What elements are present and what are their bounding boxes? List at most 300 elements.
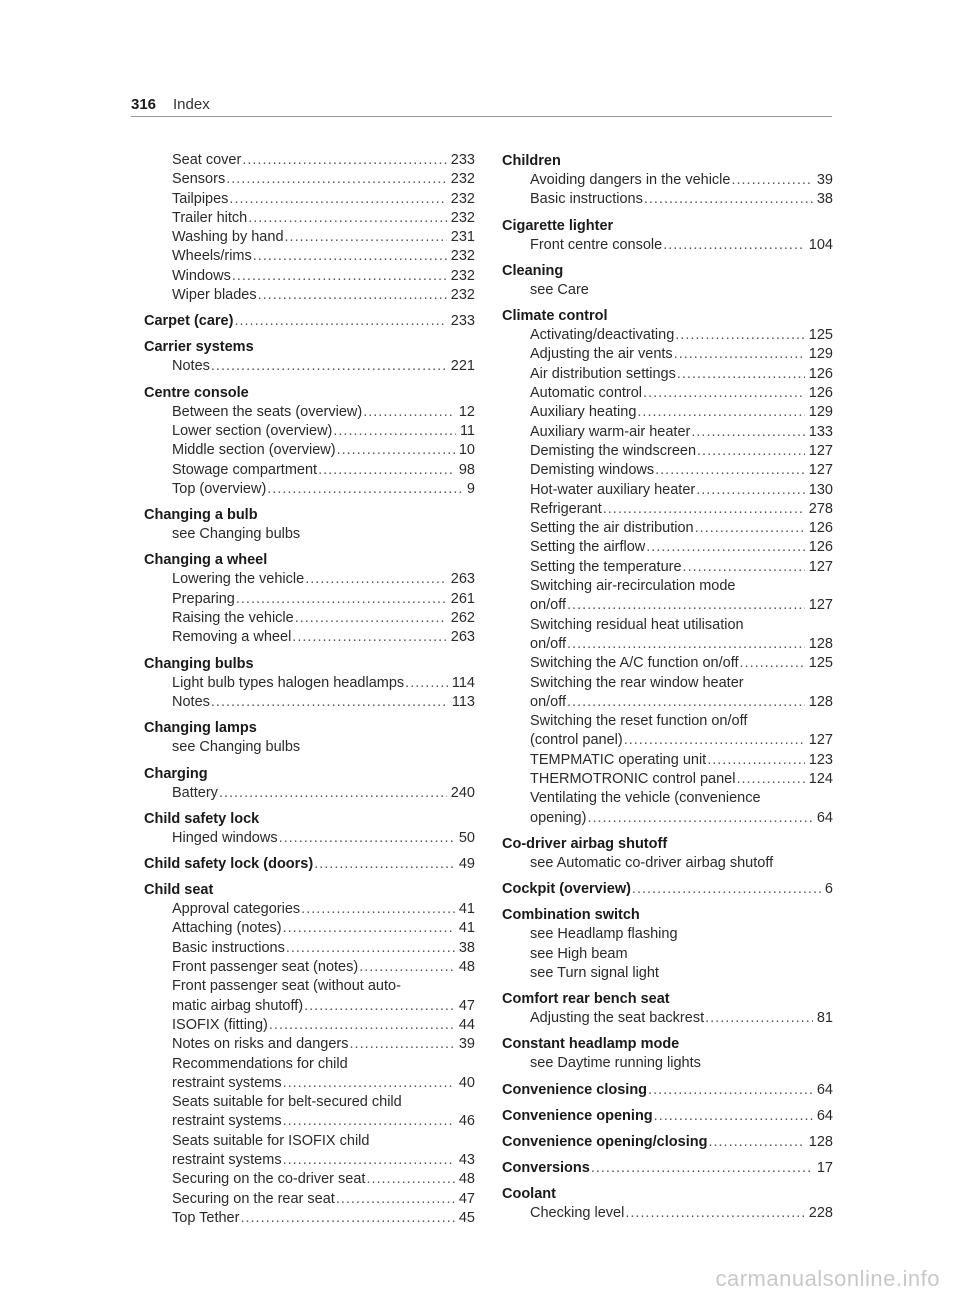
entry-heading-text: Child safety lock: [144, 810, 260, 827]
index-entry-centre-console: [144, 383, 475, 499]
page-reference[interactable]: 40: [458, 1074, 475, 1091]
dot-leader: [677, 365, 805, 384]
dot-leader: [624, 731, 805, 750]
sub-entry-text: Hot-water auxiliary heater: [530, 481, 696, 498]
sub-entry: [502, 384, 833, 403]
sub-entry: [502, 423, 833, 442]
sub-entry: [144, 403, 475, 422]
page-reference[interactable]: 127: [808, 597, 833, 614]
index-entry-carpet-care: [144, 311, 475, 331]
sub-entry: [144, 461, 475, 480]
sub-entry-text: Raising the vehicle: [172, 610, 294, 627]
sub-entry: [144, 900, 475, 919]
page-reference[interactable]: 39: [458, 1036, 475, 1053]
page-reference[interactable]: 39: [816, 172, 833, 188]
sub-entry-text: see Automatic co-driver airbag shutoff: [530, 854, 774, 871]
entry-heading: [144, 809, 475, 829]
sub-entry: [502, 365, 833, 384]
sub-entry-text: Middle section (overview): [172, 442, 336, 459]
page-reference[interactable]: 127: [808, 442, 833, 459]
sub-entry: [502, 964, 833, 983]
page-reference[interactable]: 43: [458, 1151, 475, 1168]
dot-leader: [234, 311, 446, 331]
sub-entry-text: Securing on the rear seat: [172, 1190, 335, 1207]
dot-leader: [740, 654, 805, 673]
page-reference[interactable]: 81: [816, 1010, 833, 1027]
dot-leader: [705, 1009, 813, 1028]
index-entry-combination-switch: [502, 905, 833, 983]
sub-entry: [144, 1209, 475, 1228]
sub-entry: [144, 151, 475, 170]
dot-leader: [603, 500, 805, 519]
sub-entry-text: Securing on the co-driver seat: [172, 1171, 366, 1188]
sub-entry-text: THERMOTRONIC control panel: [530, 771, 736, 788]
page-reference[interactable]: 232: [450, 248, 475, 265]
entry-heading: [502, 261, 833, 281]
entry-heading: [144, 337, 475, 357]
entry-heading-text: Changing a bulb: [144, 507, 258, 524]
sub-entry: [502, 635, 833, 654]
sub-entry: [144, 1112, 475, 1131]
sub-entry-text: Switching the reset function on/off: [530, 713, 748, 730]
page-reference[interactable]: 12: [458, 403, 475, 420]
page-reference[interactable]: 233: [450, 152, 475, 168]
entry-heading: [144, 550, 475, 570]
sub-entry-text: Setting the temperature: [530, 558, 682, 575]
page-reference[interactable]: 125: [808, 655, 833, 672]
entry-heading: [502, 306, 833, 326]
dot-leader: [350, 1035, 455, 1054]
entry-heading-text: Co-driver airbag shutoff: [502, 835, 668, 852]
entry-heading-text: Cigarette lighter: [502, 217, 614, 234]
sub-entry-text: on/off: [530, 693, 567, 710]
page-header: [131, 94, 832, 118]
dot-leader: [283, 1074, 455, 1093]
page-reference[interactable]: 125: [808, 327, 833, 344]
page-reference[interactable]: 64: [816, 1107, 833, 1124]
entry-heading: [144, 383, 475, 403]
page-reference[interactable]: 128: [808, 1133, 833, 1150]
sub-entry: [502, 789, 833, 808]
page-reference[interactable]: 129: [808, 346, 833, 363]
entry-heading: [502, 989, 833, 1009]
index-entry-carrier-systems: [144, 337, 475, 376]
sub-entry-text: see Changing bulbs: [172, 739, 301, 756]
page-reference[interactable]: 228: [808, 1204, 833, 1221]
entry-heading-text: Changing a wheel: [144, 552, 268, 569]
entry-heading: [502, 1132, 833, 1152]
sub-entry-text: restraint systems: [172, 1151, 282, 1168]
sub-entry-text: Top (overview): [172, 480, 267, 497]
index-entry-constant-headlamp-mode: [502, 1034, 833, 1073]
index-entry-convenience-opening: [502, 1106, 833, 1126]
page-reference[interactable]: 233: [450, 313, 475, 330]
sub-entry: [144, 1055, 475, 1074]
sub-entry: [144, 480, 475, 499]
sub-entry: [502, 171, 833, 190]
sub-entry-text: Air distribution settings: [530, 365, 676, 382]
page-reference[interactable]: 127: [808, 462, 833, 479]
dot-leader: [336, 1190, 455, 1209]
page-reference[interactable]: 232: [450, 267, 475, 284]
sub-entry: [502, 596, 833, 615]
sub-entry: [144, 228, 475, 247]
sub-entry: [502, 809, 833, 828]
sub-entry: [144, 829, 475, 848]
page-reference[interactable]: 38: [816, 191, 833, 208]
sub-entry-text: Lower section (overview): [172, 422, 333, 439]
sub-entry: [144, 1190, 475, 1209]
dot-leader: [232, 267, 447, 286]
sub-entry-text: Lowering the vehicle: [172, 571, 305, 588]
sub-entry: [144, 1132, 475, 1151]
page-reference[interactable]: 11: [459, 422, 475, 439]
sub-entry: [144, 674, 475, 693]
dot-leader: [366, 1170, 454, 1189]
index-column-right: [502, 151, 833, 1229]
page-reference[interactable]: 263: [450, 629, 475, 646]
sub-entry: [144, 247, 475, 266]
page-reference[interactable]: 50: [458, 829, 475, 846]
sub-entry: [144, 190, 475, 209]
entry-heading: [502, 1106, 833, 1126]
entry-heading-text: Constant headlamp mode: [502, 1036, 680, 1053]
entry-heading-text: Convenience closing: [502, 1081, 648, 1098]
index-entry-changing-bulbs: [144, 654, 475, 713]
sub-entry: [144, 570, 475, 589]
page-reference[interactable]: 114: [451, 674, 475, 691]
page-reference[interactable]: 127: [808, 732, 833, 749]
page-reference[interactable]: 38: [458, 939, 475, 956]
page-reference[interactable]: 128: [808, 693, 833, 710]
page-reference[interactable]: 104: [808, 236, 833, 253]
sub-entry: [144, 286, 475, 305]
sub-entry: [502, 442, 833, 461]
sub-entry: [144, 170, 475, 189]
sub-entry: [502, 461, 833, 480]
page-reference[interactable]: 263: [450, 571, 475, 588]
page-reference[interactable]: 48: [458, 1171, 475, 1188]
index-entry-climate-control: [502, 306, 833, 828]
page-reference[interactable]: 41: [458, 901, 475, 918]
index-column-left: [144, 151, 475, 1234]
entry-heading: [502, 834, 833, 854]
dot-leader: [632, 879, 821, 899]
sub-entry: [502, 1054, 833, 1073]
page-reference[interactable]: 127: [808, 558, 833, 575]
entry-heading: [144, 764, 475, 784]
dot-leader: [219, 784, 447, 803]
page-reference[interactable]: 64: [816, 809, 833, 826]
sub-entry: [502, 945, 833, 964]
sub-entry-text: Top Tether: [172, 1209, 240, 1226]
sub-entry: [144, 357, 475, 376]
sub-entry-text: Activating/deactivating: [530, 327, 675, 344]
page-reference[interactable]: 232: [450, 171, 475, 188]
sub-entry: [144, 525, 475, 544]
sub-entry-text: Front passenger seat (without auto-: [172, 978, 401, 995]
page-reference[interactable]: 47: [458, 1190, 475, 1207]
sub-entry-text: Approval categories: [172, 901, 301, 918]
sub-entry: [502, 616, 833, 635]
page-reference[interactable]: 133: [808, 423, 833, 440]
page-reference[interactable]: 278: [808, 500, 833, 517]
dot-leader: [363, 403, 455, 422]
entry-heading: [144, 880, 475, 900]
sub-entry: [144, 441, 475, 460]
dot-leader: [591, 1158, 813, 1178]
entry-heading: [502, 1034, 833, 1054]
page-reference[interactable]: 45: [458, 1209, 475, 1226]
sub-entry: [502, 538, 833, 557]
dot-leader: [283, 1151, 455, 1170]
dot-leader: [736, 770, 804, 789]
index-entry-cigarette-lighter: [502, 216, 833, 255]
sub-entry: [502, 281, 833, 300]
sub-entry-text: Notes: [172, 693, 210, 710]
sub-entry-text: Recommendations for child: [172, 1055, 348, 1072]
index-entry-conversions: [502, 1158, 833, 1178]
page-reference[interactable]: 49: [458, 856, 475, 873]
page-reference[interactable]: 9: [466, 480, 475, 497]
page-reference[interactable]: 126: [808, 539, 833, 556]
page-reference[interactable]: 221: [450, 358, 475, 375]
sub-entry-text: see Turn signal light: [530, 964, 659, 981]
dot-leader: [279, 829, 455, 848]
dot-leader: [240, 1209, 454, 1228]
entry-heading-text: Convenience opening/closing: [502, 1133, 708, 1150]
sub-entry: [144, 1035, 475, 1054]
sub-entry: [144, 209, 475, 228]
page-reference[interactable]: 232: [450, 209, 475, 226]
entry-heading-text: Coolant: [502, 1185, 556, 1202]
sub-entry: [502, 1009, 833, 1028]
page-reference[interactable]: 6: [824, 881, 833, 898]
sub-entry-text: Battery: [172, 784, 218, 801]
entry-heading-text: Child safety lock (doors): [144, 856, 314, 873]
sub-entry: [144, 1074, 475, 1093]
sub-entry: [502, 925, 833, 944]
entry-heading: [502, 1080, 833, 1100]
sub-entry-text: Sensors: [172, 171, 226, 188]
index-entry-changing-lamps: [144, 718, 475, 757]
sub-entry: [502, 500, 833, 519]
dot-leader: [643, 384, 805, 403]
sub-entry-text: Seats suitable for ISOFIX child: [172, 1132, 370, 1149]
sub-entry: [144, 1151, 475, 1170]
dot-leader: [648, 1080, 813, 1100]
dot-leader: [333, 422, 456, 441]
page-reference[interactable]: 64: [816, 1081, 833, 1098]
dot-leader: [248, 209, 447, 228]
dot-leader: [292, 628, 447, 647]
sub-entry: [502, 577, 833, 596]
dot-leader: [283, 1112, 455, 1131]
sub-entry: [502, 558, 833, 577]
dot-leader: [267, 480, 463, 499]
entry-heading-text: Changing bulbs: [144, 655, 254, 672]
sub-entry: [144, 609, 475, 628]
page-reference[interactable]: 130: [808, 481, 833, 498]
sub-entry: [502, 326, 833, 345]
dot-leader: [305, 570, 447, 589]
index-entry-cockpit-overview: [502, 879, 833, 899]
sub-entry: [502, 236, 833, 255]
sub-entry: [144, 1170, 475, 1189]
dot-leader: [337, 441, 455, 460]
sub-entry: [144, 693, 475, 712]
dot-leader: [211, 357, 447, 376]
index-entry-cleaning: [502, 261, 833, 300]
dot-leader: [211, 693, 448, 712]
watermark: carmanualsonline.info: [715, 1266, 940, 1291]
entry-heading-text: Changing lamps: [144, 720, 257, 737]
page-reference[interactable]: 123: [808, 751, 833, 768]
sub-entry-text: Wheels/rims: [172, 248, 252, 265]
sub-entry: [144, 939, 475, 958]
sub-entry-text: Switching the A/C function on/off: [530, 655, 739, 672]
sub-entry-text: Hinged windows: [172, 829, 278, 846]
page-reference[interactable]: 48: [458, 959, 475, 976]
sub-entry-text: Setting the airflow: [530, 539, 646, 556]
sub-entry: [144, 958, 475, 977]
sub-entry-text: Basic instructions: [172, 939, 285, 956]
page-reference[interactable]: 44: [458, 1016, 475, 1033]
entry-heading: [502, 879, 833, 899]
entry-heading: [502, 1184, 833, 1204]
page-reference[interactable]: 126: [808, 520, 833, 537]
dot-leader: [567, 635, 805, 654]
index-entry-charging: [144, 764, 475, 803]
page-reference[interactable]: 46: [458, 1113, 475, 1130]
sub-entry-text: Trailer hitch: [172, 209, 248, 226]
dot-leader: [731, 171, 812, 190]
sub-entry: [144, 977, 475, 996]
dot-leader: [674, 345, 805, 364]
header-rule: [131, 116, 832, 117]
page-reference[interactable]: 126: [808, 385, 833, 402]
page-reference[interactable]: 10: [458, 442, 475, 459]
index-entry-co-driver-airbag-shutoff: [502, 834, 833, 873]
index-entry-convenience-closing: [502, 1080, 833, 1100]
page-reference[interactable]: 262: [450, 610, 475, 627]
dot-leader: [675, 326, 805, 345]
page-reference[interactable]: 113: [451, 693, 475, 710]
page-reference[interactable]: 126: [808, 365, 833, 382]
sub-entry: [144, 997, 475, 1016]
dot-leader: [304, 997, 455, 1016]
page-reference[interactable]: 261: [450, 590, 475, 607]
sub-entry-text: on/off: [530, 597, 567, 614]
dot-leader: [663, 236, 805, 255]
dot-leader: [646, 538, 805, 557]
dot-leader: [625, 1204, 804, 1223]
dot-leader: [654, 1106, 813, 1126]
entry-heading-text: Cleaning: [502, 262, 564, 279]
sub-entry: [144, 1016, 475, 1035]
sub-entry-text: Switching air-recirculation mode: [530, 578, 736, 595]
sub-entry: [502, 403, 833, 422]
sub-entry-text: see Daytime running lights: [530, 1055, 701, 1072]
sub-entry-text: Windows: [172, 267, 231, 284]
dot-leader: [697, 442, 805, 461]
page-reference[interactable]: 232: [450, 287, 475, 304]
sub-entry: [502, 519, 833, 538]
sub-entry-text: Avoiding dangers in the vehicle: [530, 172, 731, 188]
index-entry-children: [502, 151, 833, 210]
entry-heading-text: Carpet (care): [144, 313, 234, 330]
sub-entry: [144, 919, 475, 938]
entry-heading-text: Carrier systems: [144, 339, 254, 356]
sub-entry: [502, 731, 833, 750]
sub-entry-text: Front passenger seat (notes): [172, 959, 359, 976]
dot-leader: [655, 461, 805, 480]
dot-leader: [301, 900, 455, 919]
page-reference[interactable]: 41: [458, 920, 475, 937]
dot-leader: [695, 519, 805, 538]
index-entry-convenience-opening-closing: [502, 1132, 833, 1152]
sub-entry: [144, 422, 475, 441]
sub-entry-text: Checking level: [530, 1204, 625, 1221]
dot-leader: [253, 247, 447, 266]
entry-heading-text: Climate control: [502, 308, 608, 325]
dot-leader: [285, 228, 447, 247]
sub-entry: [502, 854, 833, 873]
dot-leader: [696, 481, 805, 500]
sub-entry-text: restraint systems: [172, 1074, 282, 1091]
entry-heading: [144, 505, 475, 525]
dot-leader: [258, 286, 447, 305]
sub-entry: [144, 1093, 475, 1112]
sub-entry: [502, 481, 833, 500]
sub-entry-text: Demisting the windscreen: [530, 442, 697, 459]
page-reference[interactable]: 129: [808, 404, 833, 421]
sub-entry-text: Tailpipes: [172, 190, 229, 207]
dot-leader: [242, 151, 446, 170]
dot-leader: [567, 693, 805, 712]
page-number: 316: [131, 96, 157, 113]
index-entry-changing-a-bulb: [144, 505, 475, 544]
dot-leader: [269, 1016, 455, 1035]
page-reference[interactable]: 128: [808, 635, 833, 652]
entry-heading-text: Convenience opening: [502, 1107, 653, 1124]
dot-leader: [229, 190, 446, 209]
page-reference[interactable]: 47: [458, 997, 475, 1014]
dot-leader: [226, 170, 447, 189]
entry-heading-text: Charging: [144, 765, 208, 782]
sub-entry-text: Notes on risks and dangers: [172, 1036, 349, 1053]
index-entry-comfort-rear-bench-seat: [502, 989, 833, 1028]
sub-entry-text: see Changing bulbs: [172, 526, 301, 543]
dot-leader: [691, 423, 804, 442]
sub-entry: [502, 654, 833, 673]
page-reference[interactable]: 17: [816, 1159, 833, 1176]
page-reference[interactable]: 240: [450, 784, 475, 801]
page-reference[interactable]: 124: [808, 771, 833, 788]
page-reference[interactable]: 98: [458, 461, 475, 478]
sub-entry-text: Automatic control: [530, 385, 643, 402]
sub-entry-text: Switching the rear window heater: [530, 674, 744, 691]
page-reference[interactable]: 232: [450, 190, 475, 207]
dot-leader: [295, 609, 447, 628]
page-title: Index: [173, 96, 210, 113]
dot-leader: [236, 590, 447, 609]
sub-entry-text: restraint systems: [172, 1113, 282, 1130]
dot-leader: [286, 939, 455, 958]
sub-entry: [144, 267, 475, 286]
entry-heading-text: Comfort rear bench seat: [502, 991, 670, 1008]
page-reference[interactable]: 231: [450, 229, 475, 246]
